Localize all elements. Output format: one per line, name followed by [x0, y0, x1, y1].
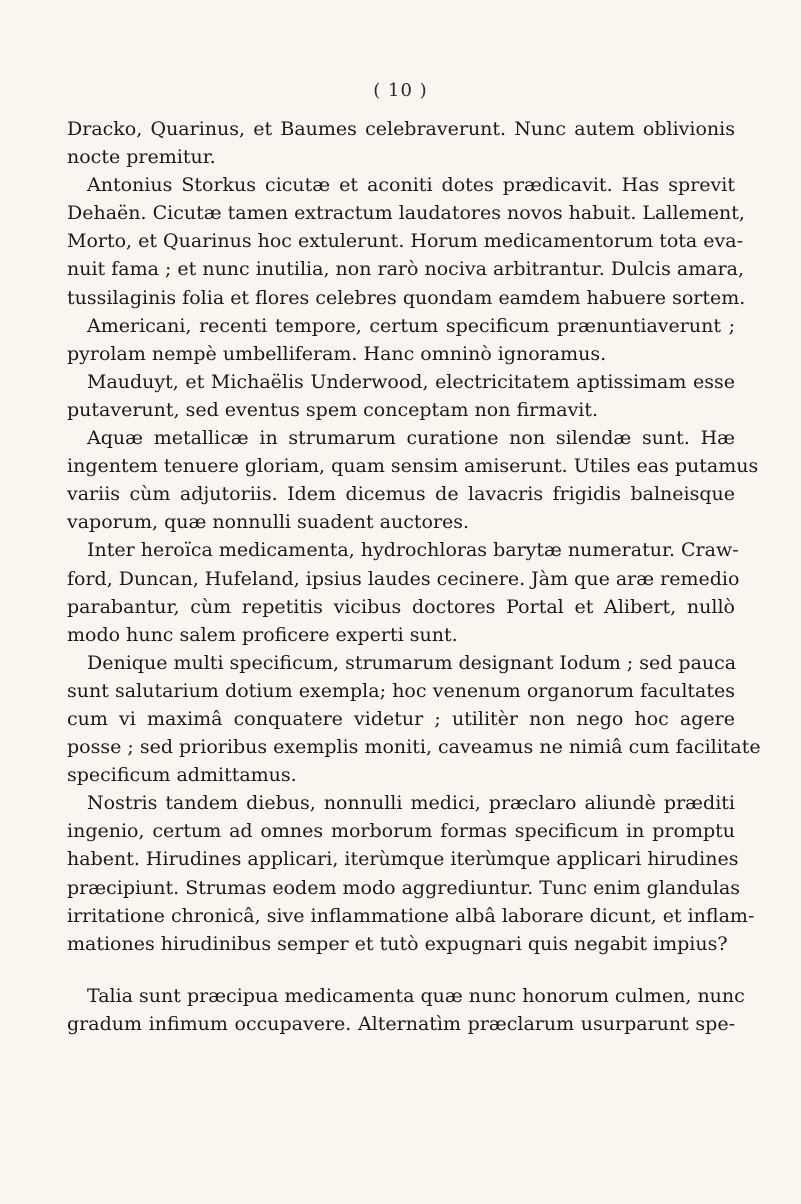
text-line: præcipiunt. Strumas eodem modo aggrediuntur. Tunc enim glandulas [67, 876, 741, 899]
text-line: nuit fama ; et nunc inutilia, non rarò nociva arbitrantur. Dulcis amara, [67, 258, 745, 281]
paragraph [67, 312, 735, 368]
text-line: Americani, recenti tempore, certum specificum prænuntiaverunt ; [87, 314, 735, 337]
text-line: ingenio, certum ad omnes morborum formas specificum in promptu [67, 820, 735, 843]
text-line: Dracko, Quarinus, et Baumes celebraverunt. Nunc autem oblivionis [67, 118, 735, 140]
text-line: Denique multi specificum, strumarum designant Iodum ; sed pauca [87, 651, 737, 674]
paragraph [67, 171, 746, 311]
text-line: tussilaginis folia et flores celebres quondam eamdem habuere sortem. [67, 286, 746, 309]
text-line: irritatione chronicâ, sive inflammatione albâ laborare dicunt, et inflam- [67, 904, 755, 927]
text-line: ford, Duncan, Hufeland, ipsius laudes cecinere. Jàm que aræ remedio [67, 567, 740, 590]
text-line: Mauduyt, et Michaëlis Underwood, electricitatem aptissimam esse [87, 370, 735, 393]
text-line: cum vi maximâ conquatere videtur ; utilitèr non nego hoc agere [67, 707, 735, 730]
text-line: specificum admittamus. [67, 764, 297, 787]
text-line: nocte premitur. [67, 146, 216, 169]
paragraph [67, 424, 759, 536]
paragraph-gap [67, 958, 735, 982]
text-line: vaporum, quæ nonnulli suadent auctores. [67, 511, 470, 534]
text-line: ingentem tenuere gloriam, quam sensim amiserunt. Utiles eas putamus [67, 455, 759, 478]
paragraph [67, 115, 735, 171]
paragraph [67, 649, 761, 789]
text-line: gradum infimum occupavere. Alternatìm præclarum usurparunt spe- [67, 1012, 735, 1035]
text-line: sunt salutarium dotium exempla; hoc venenum organorum facultates [67, 679, 735, 702]
text-line: parabantur, cùm repetitis vicibus doctores Portal et Alibert, nullò [67, 595, 735, 618]
text-line: Talia sunt præcipua medicamenta quæ nunc honorum culmen, nunc [87, 984, 745, 1007]
text-line: Antonius Storkus cicutæ et aconiti dotes prædicavit. Has sprevit [87, 174, 735, 197]
text-line: putaverunt, sed eventus spem conceptam non firmavit. [67, 398, 599, 421]
paragraph [67, 982, 745, 1038]
text-line: variis cùm adjutoriis. Idem dicemus de lavacris frigidis balneisque [67, 483, 735, 506]
text-line: Nostris tandem diebus, nonnulli medici, præclaro aliundè præditi [87, 792, 735, 815]
body-text [67, 115, 761, 1038]
text-line: posse ; sed prioribus exemplis moniti, caveamus ne nimiâ cum facilitate [67, 736, 761, 759]
text-line: Aquæ metallicæ in strumarum curatione non silendæ sunt. Hæ [87, 427, 735, 450]
text-line: Morto, et Quarinus hoc extulerunt. Horum medicamentorum tota eva- [67, 230, 743, 253]
text-line: Dehaën. Cicutæ tamen extractum laudatores novos habuit. Lallement, [67, 202, 745, 225]
text-line: modo hunc salem proficere experti sunt. [67, 623, 458, 646]
paragraph [67, 368, 735, 424]
paragraph [67, 789, 755, 958]
text-line: habent. Hirudines applicari, iterùmque iterùmque applicari hirudines [67, 848, 739, 871]
text-line: pyrolam nempè umbelliferam. Hanc omninò ignoramus. [67, 342, 607, 365]
text-line: mationes hirudinibus semper et tutò expugnari quis negabit impius? [67, 932, 728, 955]
page-number: ( 10 ) [373, 80, 428, 101]
paragraph [67, 536, 740, 648]
text-line: Inter heroïca medicamenta, hydrochloras barytæ numeratur. Craw- [87, 539, 739, 562]
